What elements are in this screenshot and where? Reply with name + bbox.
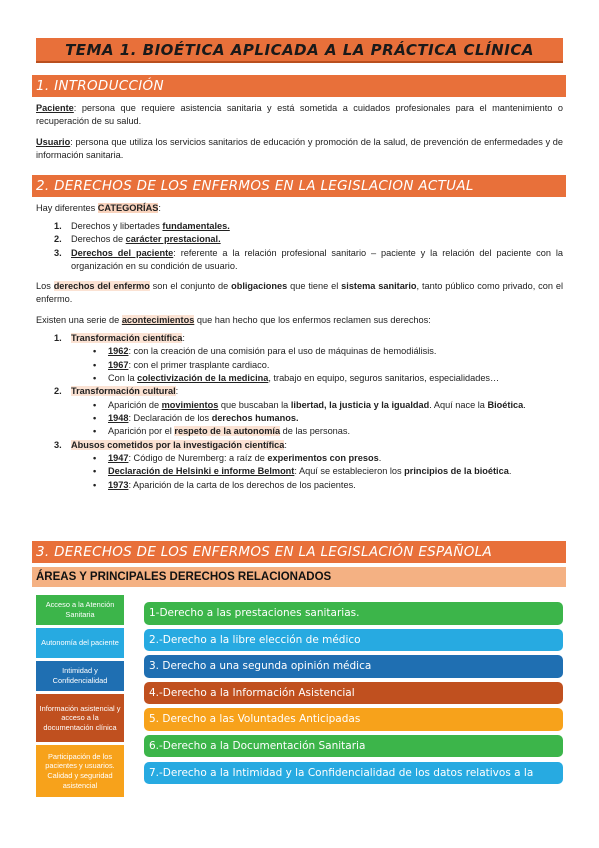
emphasis: sistema sanitario xyxy=(341,281,417,291)
text: Derechos y libertades xyxy=(71,221,163,231)
definition-usuario: : persona que utiliza los servicios sanitarios de educación y promoción de la salud, de prevención de enfermedades y de información sanitaria. xyxy=(36,137,563,161)
year: 1948 xyxy=(108,413,129,424)
list-item xyxy=(36,332,563,345)
text: que han hecho que los enfermos reclamen sus derechos: xyxy=(194,315,431,325)
item-number: 3. xyxy=(54,247,62,258)
list-item xyxy=(36,359,563,372)
emphasis: derechos humanos. xyxy=(211,413,299,424)
text: : con el primer trasplante cardiaco. xyxy=(128,359,270,370)
event-group xyxy=(36,385,563,398)
text: : Código de Nuremberg: a raíz de xyxy=(128,453,268,464)
text: : Aquí se establecieron los xyxy=(294,466,405,477)
event-title: Transformación cultural xyxy=(71,386,176,397)
emphasis: fundamentales. xyxy=(162,221,230,231)
area-box: Información asistencial y acceso a la documentación clínica xyxy=(36,694,124,742)
text: Los xyxy=(36,281,54,291)
emphasis: principios de la bioética xyxy=(404,466,509,477)
list-item xyxy=(36,385,563,398)
list-item xyxy=(36,465,563,478)
text: que tiene el xyxy=(287,281,342,291)
text: , trabajo en equipo, seguros sanitarios, especialidades… xyxy=(268,373,500,384)
item-number: 1. xyxy=(54,221,62,231)
list-item xyxy=(36,452,563,465)
list-item xyxy=(36,220,563,233)
list-item xyxy=(36,412,563,425)
year: 1947 xyxy=(108,453,129,464)
event-title: Transformación científica xyxy=(71,333,183,343)
list-item xyxy=(36,233,563,246)
emphasis: colectivización de la medicina xyxy=(137,373,269,384)
text: son el conjunto de xyxy=(149,281,232,291)
right-item: 4.-Derecho a la Información Asistencial xyxy=(144,682,563,705)
term-usuario: Usuario xyxy=(36,137,71,147)
emphasis: Derechos del paciente xyxy=(71,247,174,258)
emphasis: carácter prestacional. xyxy=(125,234,221,245)
paragraph-paciente xyxy=(36,102,563,129)
text: , tanto público como privado, con el enfermo. xyxy=(36,281,563,305)
text: que buscaban la xyxy=(218,399,291,410)
text: : xyxy=(175,386,179,397)
list-item xyxy=(36,247,563,274)
definition-paciente: : persona que requiere asistencia sanitaria y está sometida a cuidados profesionales para el mantenimiento o recuperación de su salud. xyxy=(36,103,563,127)
text: Hay diferentes xyxy=(36,203,98,213)
list-item xyxy=(36,479,563,492)
emphasis: libertad, la justicia y la igualdad xyxy=(290,399,430,410)
year: 1962 xyxy=(108,346,129,357)
emphasis: derechos del enfermo xyxy=(53,281,150,291)
text: Existen una serie de xyxy=(36,315,122,325)
text: . xyxy=(378,453,382,464)
document-title: TEMA 1. BIOÉTICA APLICADA A LA PRÁCTICA CLÍNICA xyxy=(36,38,563,63)
item-number: 3. xyxy=(54,439,62,450)
areas-subheading: ÁREAS Y PRINCIPALES DERECHOS RELACIONADOS xyxy=(32,567,566,587)
text: Aparición de xyxy=(108,399,162,410)
categories-intro xyxy=(36,202,563,215)
text: : xyxy=(284,439,287,450)
event-details xyxy=(36,452,563,492)
area-box: Intimidad y Confidencialidad xyxy=(36,661,124,691)
text: : xyxy=(158,203,161,213)
event-details xyxy=(36,345,563,385)
event-details xyxy=(36,399,563,439)
section-1-heading: 1. INTRODUCCIÓN xyxy=(32,75,566,97)
area-box: Acceso a la Atención Sanitaria xyxy=(36,595,124,625)
paragraph-usuario xyxy=(36,136,563,163)
section-2-heading: 2. DERECHOS DE LOS ENFERMOS EN LA LEGISLACION ACTUAL xyxy=(32,175,566,197)
text: de las personas. xyxy=(280,426,351,437)
list-item xyxy=(36,425,563,438)
list-item xyxy=(36,399,563,412)
areas-column xyxy=(36,595,126,800)
emphasis: acontecimientos xyxy=(121,315,195,325)
text: . Aquí nace la xyxy=(429,399,488,410)
year: 1967 xyxy=(108,359,129,370)
right-item: 2.-Derecho a la libre elección de médico xyxy=(144,629,563,652)
emphasis: Bioética xyxy=(487,399,524,410)
events-intro xyxy=(36,314,563,327)
area-box: Autonomía del paciente xyxy=(36,628,124,658)
emphasis: Declaración de Helsinki e informe Belmont xyxy=(108,466,295,477)
events-list xyxy=(36,332,563,492)
list-item xyxy=(36,345,563,358)
item-number: 1. xyxy=(54,333,62,343)
event-title: Abusos cometidos por la investigación científica xyxy=(71,439,285,450)
item-number: 2. xyxy=(54,386,62,397)
emphasis: respeto de la autonomía xyxy=(174,426,281,437)
area-box: Participación de los pacientes y usuarios. Calidad y seguridad asistencial xyxy=(36,745,124,797)
text: Derechos de xyxy=(71,234,126,245)
categories-list xyxy=(36,220,563,273)
paragraph-derechos-enfermo xyxy=(36,280,563,307)
emphasis: movimientos xyxy=(161,399,219,410)
section-3-heading: 3. DERECHOS DE LOS ENFERMOS EN LA LEGISLACIÓN ESPAÑOLA xyxy=(32,541,566,563)
text: : Declaración de los xyxy=(128,413,212,424)
emphasis: experimentos con presos xyxy=(267,453,379,464)
rights-list xyxy=(144,602,563,802)
text: . xyxy=(508,466,512,477)
year: 1973 xyxy=(108,479,129,490)
text: : con la creación de una comisión para el uso de máquinas de hemodiálisis. xyxy=(128,346,437,357)
list-item xyxy=(36,439,563,452)
event-group xyxy=(36,332,563,345)
item-number: 2. xyxy=(54,234,62,245)
right-item: 1-Derecho a las prestaciones sanitarias. xyxy=(144,602,563,625)
right-item: 7.-Derecho a la Intimidad y la Confidencialidad de los datos relativos a la salud xyxy=(144,762,563,785)
right-item: 3. Derecho a una segunda opinión médica xyxy=(144,655,563,678)
text: : xyxy=(182,333,185,343)
text: : referente a la relación profesional sanitario – paciente y la relación del paciente con la organización en su condición de usuario. xyxy=(71,247,564,272)
right-item: 6.-Derecho a la Documentación Sanitaria xyxy=(144,735,563,758)
text: . xyxy=(523,399,526,410)
list-item xyxy=(36,372,563,385)
emphasis: obligaciones xyxy=(231,281,288,291)
text: Aparición por el xyxy=(108,426,175,437)
categorias-keyword: CATEGORÍAS xyxy=(97,203,159,213)
term-paciente: Paciente xyxy=(36,103,74,113)
event-group xyxy=(36,439,563,452)
text: Con la xyxy=(108,373,138,384)
right-item: 5. Derecho a las Voluntades Anticipadas xyxy=(144,708,563,731)
text: : Aparición de la carta de los derechos de los pacientes. xyxy=(128,479,356,490)
